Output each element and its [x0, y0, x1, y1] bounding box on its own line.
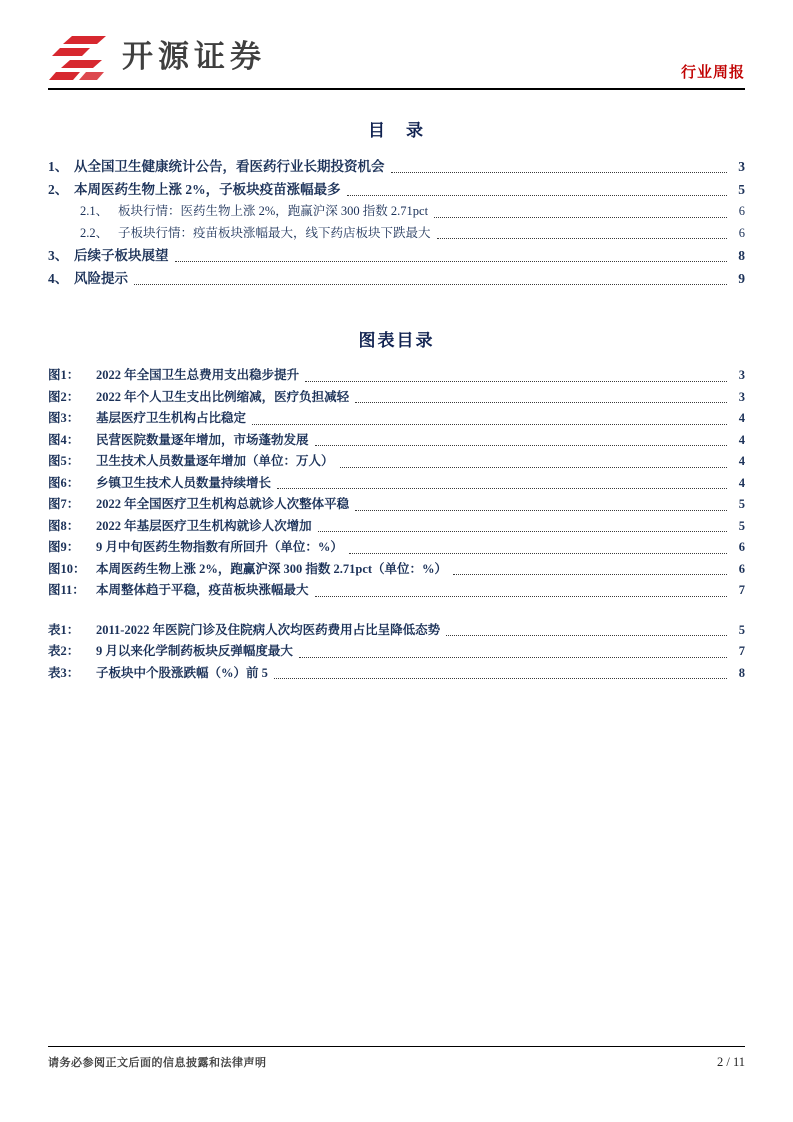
header: [48, 20, 745, 84]
toc-entry-page: 8: [738, 248, 745, 263]
figure-entry-label: 9 月中旬医药生物指数有所回升（单位：%）: [96, 540, 343, 554]
figure-entry-page: 6: [738, 540, 745, 554]
figure-entry-label: 乡镇卫生技术人员数量持续增长: [96, 475, 272, 490]
dot-leader: [318, 531, 727, 532]
figure-entry: [48, 451, 745, 473]
toc-entry-label: 板块行情：医药生物上涨 2%，跑赢沪深 300 指数 2.71pct: [118, 204, 429, 218]
dot-leader: [134, 284, 727, 285]
dot-leader: [347, 195, 727, 196]
toc-title: 目 录: [368, 121, 425, 140]
toc-entry-page: 6: [738, 204, 745, 218]
figure-entry-number: 图11：: [48, 583, 85, 597]
dot-leader: [391, 172, 728, 173]
figure-entry-page: 4: [738, 432, 745, 447]
dot-leader: [315, 596, 727, 597]
figure-entry-label: 卫生技术人员数量逐年增加（单位：万人）: [96, 454, 334, 468]
figure-entry-number: 图2：: [48, 389, 80, 404]
footer-row: [48, 1054, 745, 1070]
toc-entry-label: 风险提示: [74, 271, 128, 286]
table-entry-page: 7: [738, 644, 745, 658]
toc-entry-page: 5: [738, 182, 745, 197]
dot-leader: [252, 424, 727, 425]
toc-entry-label: 从全国卫生健康统计公告，看医药行业长期投资机会: [74, 159, 385, 174]
dot-leader: [349, 553, 727, 554]
dot-leader: [274, 678, 727, 679]
footer: [48, 1046, 745, 1070]
figure-entry-number: 图10：: [48, 561, 86, 576]
table-entry: [48, 663, 745, 685]
report-type-label: 行业周报: [680, 65, 745, 81]
table-entry-page: 5: [738, 622, 745, 637]
figure-entry-number: 图5：: [48, 454, 80, 468]
figure-entry-page: 3: [738, 368, 745, 382]
footer-divider: [48, 1046, 745, 1047]
figure-entry-label: 2022 年全国卫生总费用支出稳步提升: [96, 368, 300, 382]
tables-list: [48, 620, 745, 685]
toc-entry: [48, 223, 745, 245]
figure-entry: [48, 516, 745, 538]
figure-entry-label: 2022 年个人卫生支出比例缩减，医疗负担减轻: [96, 389, 350, 404]
figure-entry: [48, 387, 745, 409]
figure-entry-page: 4: [738, 475, 745, 490]
figure-entry: [48, 365, 745, 387]
toc-list: [48, 155, 745, 290]
toc-entry-number: 2.2、: [80, 225, 109, 240]
figure-entry-number: 图4：: [48, 432, 80, 447]
figure-entry-number: 图7：: [48, 497, 80, 511]
page-indicator: 2 / 11: [716, 1055, 745, 1069]
figure-entry-page: 5: [738, 518, 745, 533]
table-entry-label: 子板块中个股涨跌幅（%）前 5: [96, 665, 268, 680]
figure-entry-label: 2022 年基层医疗卫生机构就诊人次增加: [96, 518, 312, 533]
brand-logo-icon: [48, 34, 110, 84]
table-entry-label: 2011-2022 年医院门诊及住院病人次均医药费用占比呈降低态势: [96, 622, 441, 637]
table-entry-label: 9 月以来化学制药板块反弹幅度最大: [96, 644, 293, 658]
toc-entry: [48, 155, 745, 178]
figure-entry-label: 本周医药生物上涨 2%，跑赢沪深 300 指数 2.71pct（单位：%）: [96, 561, 448, 576]
dot-leader: [305, 381, 727, 382]
figure-entry: [48, 430, 745, 452]
table-entry-page: 8: [738, 665, 745, 680]
figure-entry: [48, 494, 745, 516]
figure-entry: [48, 408, 745, 430]
header-divider: [48, 88, 745, 90]
toc-entry-label: 本周医药生物上涨 2%，子板块疫苗涨幅最多: [74, 182, 341, 197]
figure-entry-page: 7: [738, 583, 745, 597]
toc-entry: [48, 178, 745, 201]
dot-leader: [175, 261, 728, 262]
footer-disclaimer: 请务必参阅正文后面的信息披露和法律声明: [48, 1057, 267, 1069]
figure-entry-label: 基层医疗卫生机构占比稳定: [96, 411, 247, 425]
table-entry: [48, 620, 745, 642]
dot-leader: [355, 402, 727, 403]
toc-entry-label: 子板块行情：疫苗板块涨幅最大，线下药店板块下跌最大: [118, 225, 431, 240]
toc-entry-page: 9: [738, 271, 745, 286]
figure-entry-label: 本周整体趋于平稳，疫苗板块涨幅最大: [96, 583, 309, 597]
toc-entry: [48, 201, 745, 223]
dot-leader: [340, 467, 727, 468]
figure-entry-number: 图6：: [48, 475, 80, 490]
toc-entry: [48, 244, 745, 267]
table-entry-number: 表3：: [48, 665, 80, 680]
table-entry: [48, 641, 745, 663]
figure-entry-number: 图9：: [48, 540, 80, 554]
toc-entry-number: 3、: [48, 248, 69, 263]
dot-leader: [446, 635, 727, 636]
figure-entry: [48, 473, 745, 495]
figure-entry-number: 图1：: [48, 368, 80, 382]
brand: [48, 34, 266, 84]
brand-name: 开源证券: [122, 38, 266, 74]
dot-leader: [437, 238, 727, 239]
figure-entry-number: 图3：: [48, 411, 80, 425]
dot-leader: [355, 510, 727, 511]
toc-entry: [48, 267, 745, 290]
dot-leader: [315, 445, 727, 446]
figure-entry-page: 6: [738, 561, 745, 576]
dot-leader: [434, 217, 727, 218]
toc-entry-number: 1、: [48, 159, 69, 174]
figure-entry-page: 5: [738, 497, 745, 511]
toc-entry-number: 2.1、: [80, 204, 109, 218]
toc-entry-page: 3: [738, 159, 745, 174]
figure-entry-number: 图8：: [48, 518, 80, 533]
figures-list: [48, 365, 745, 602]
toc-entry-number: 2、: [48, 182, 69, 197]
table-entry-number: 表2：: [48, 644, 80, 658]
figure-entry: [48, 537, 745, 559]
figure-entry: [48, 580, 745, 602]
figure-entry: [48, 559, 745, 581]
figure-entry-page: 3: [738, 389, 745, 404]
dot-leader: [453, 574, 727, 575]
dot-leader: [299, 657, 727, 658]
toc-entry-number: 4、: [48, 271, 69, 286]
table-entry-number: 表1：: [48, 622, 80, 637]
figure-entry-label: 2022 年全国医疗卫生机构总就诊人次整体平稳: [96, 497, 350, 511]
figures-toc-title: 图表目录: [358, 331, 435, 350]
figure-entry-page: 4: [738, 411, 745, 425]
toc-entry-label: 后续子板块展望: [74, 248, 169, 263]
figure-entry-label: 民营医院数量逐年增加，市场蓬勃发展: [96, 432, 309, 447]
figure-entry-page: 4: [738, 454, 745, 468]
dot-leader: [277, 488, 727, 489]
toc-entry-page: 6: [738, 225, 745, 240]
